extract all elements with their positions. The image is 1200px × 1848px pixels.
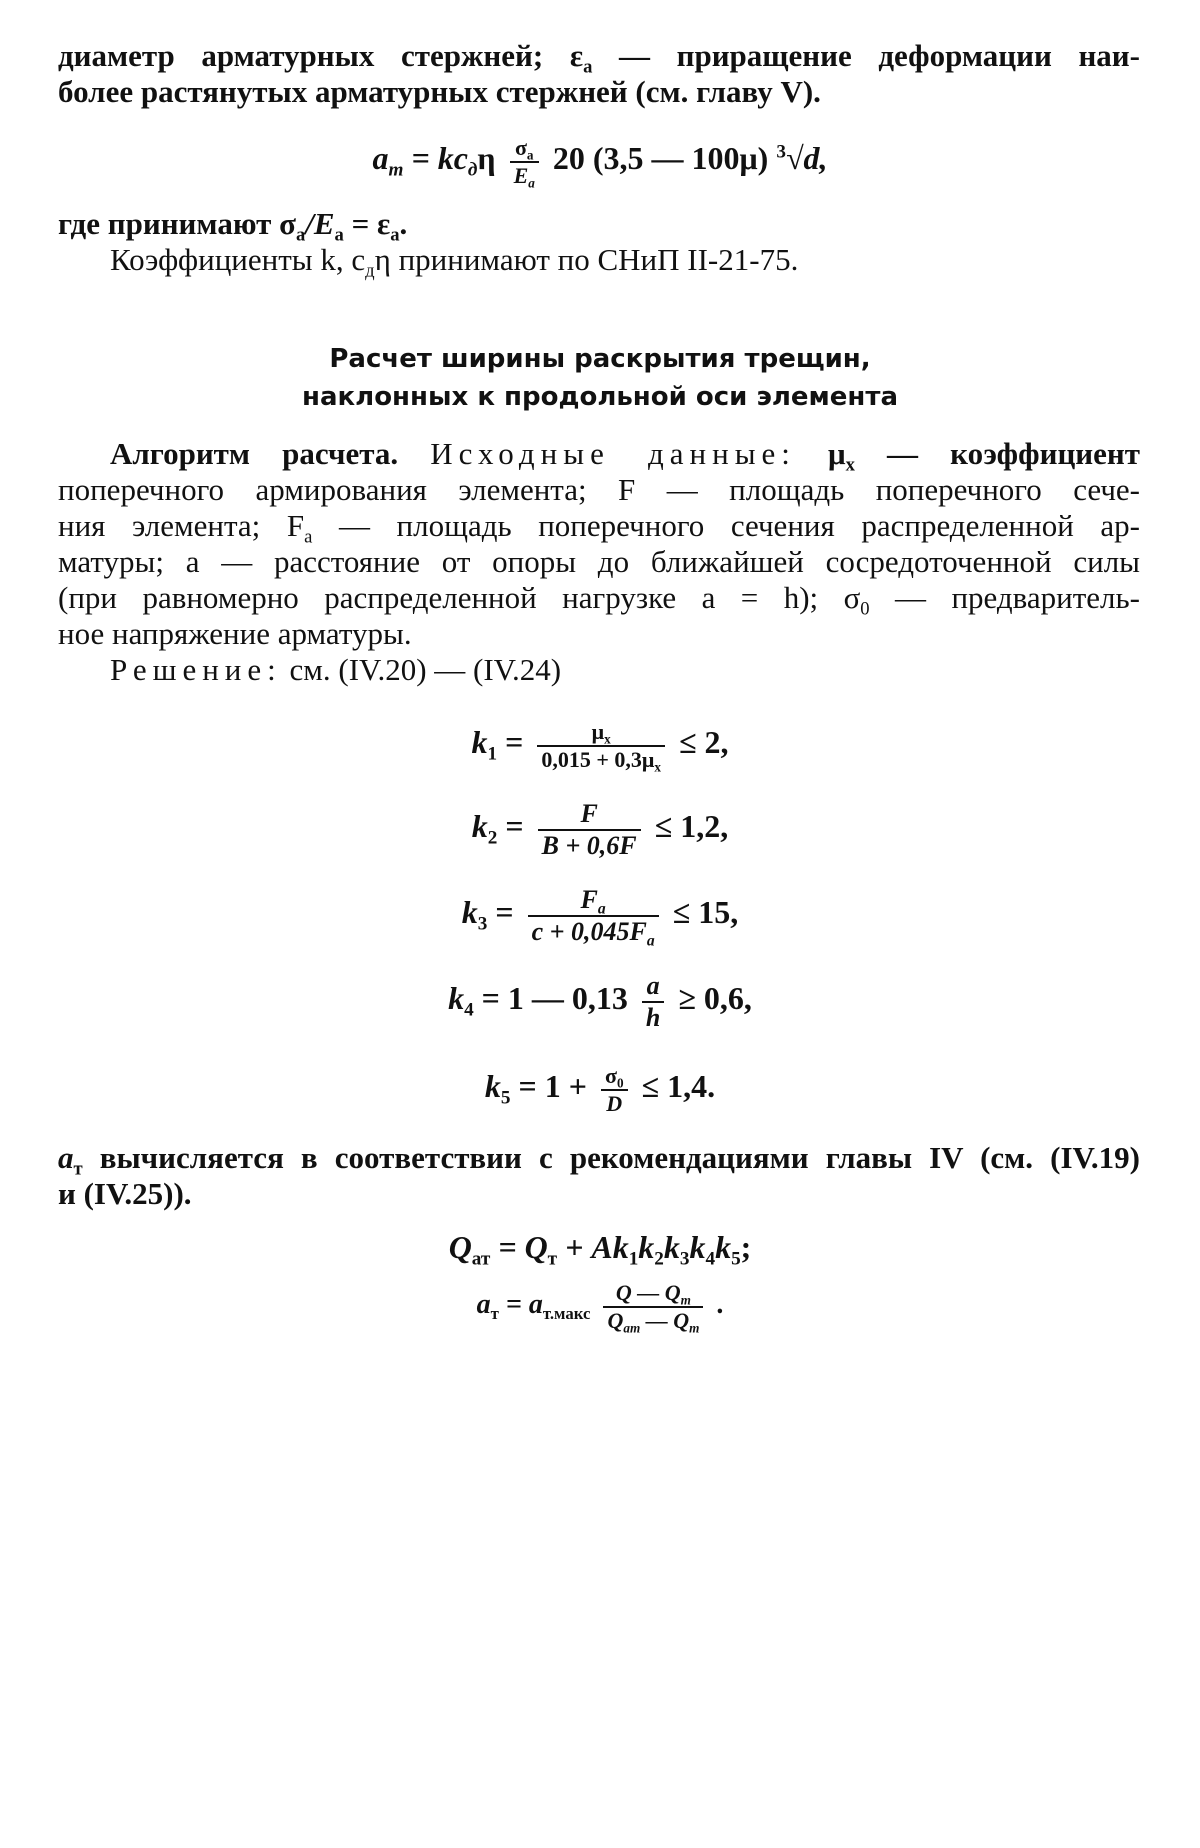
intro-line-1: диаметр арматурных стержней; ε	[58, 38, 584, 73]
algo-line-1-tail: — коэффициент	[854, 436, 1141, 471]
k1-lhs: k	[471, 724, 488, 760]
equation-k5: $k_5 = 1$ + $\frac{\sigma_0}{D}$ ≤ 1,4.	[484, 1062, 716, 1116]
paragraph-algorithm	[58, 436, 1140, 688]
eq-q-sub-5: 5	[731, 1248, 741, 1270]
where-sub-2: а	[334, 224, 344, 246]
eq-a-den-sub: ат	[623, 1320, 641, 1336]
where-text: где принимают σ	[58, 206, 296, 241]
intro-sub: а	[583, 56, 593, 78]
eq-q-mid-sub: т	[547, 1248, 558, 1270]
note-a: a	[58, 1140, 74, 1175]
k2-sub: 2	[487, 827, 498, 849]
eq-q-end: ;	[740, 1229, 752, 1265]
note-line-1: вычисляется в соответствии с рекомендациями главы IV (см. (IV.19)	[82, 1140, 1140, 1175]
eq-q-sub-1: 1	[628, 1248, 639, 1270]
eq-q-sub-2: 2	[654, 1248, 664, 1270]
k2-rhs: ≤ 1,2,	[654, 808, 729, 844]
coef-text: Коэффициенты k, c	[110, 242, 366, 277]
coef-end: η принимают по СНиП II-21-75.	[374, 242, 799, 277]
k5-num: σ	[604, 1062, 617, 1088]
where-end: = ε	[343, 206, 391, 241]
paragraph-note	[58, 1140, 1140, 1212]
algo-line-4: матуры; a — расстояние от опоры до ближайшей сосредоточенной силы	[58, 544, 1140, 579]
paragraph-where	[58, 206, 1140, 282]
eq-a-den2: — Q	[640, 1307, 690, 1333]
intro-line-1-end: — приращение деформации наи-	[592, 38, 1140, 73]
k5-pre: 1 +	[544, 1068, 587, 1104]
k3-den-sub: а	[646, 932, 655, 950]
note-a-sub: т	[73, 1158, 83, 1180]
k3-den: c + 0,045F	[531, 916, 647, 946]
algo-mu: μ	[795, 436, 846, 471]
eq-a-end: .	[709, 1289, 724, 1320]
equation-k1: $k_1$ = $\frac{\mu_х}{0,015 + 0,3\mu_х}$ ≤ 2,	[471, 718, 729, 775]
eq-at-root-index: 3	[776, 141, 786, 163]
k5-lhs: k	[484, 1068, 501, 1104]
solution-text: см. (IV.20) — (IV.24)	[281, 652, 562, 687]
eq-a-eq-sub: т.макс	[542, 1303, 591, 1323]
algo-mu-sub: х	[845, 454, 855, 476]
eq-q-mid: = Q	[490, 1229, 548, 1265]
eq-at-kc: = kc	[403, 140, 468, 176]
k1-num-sub: х	[604, 731, 611, 747]
k2-den: B + 0,6F	[541, 830, 637, 860]
section-heading	[0, 340, 1200, 416]
eq-at-fraction	[510, 135, 539, 189]
equation-q: $Q_{ат} = Q_т + Ak_1k_2k_3k_4k_5$;	[448, 1229, 752, 1270]
k4-sub: 4	[464, 999, 474, 1021]
k3-fraction	[528, 884, 659, 950]
eq-at-den: E	[513, 162, 529, 188]
k2-fraction	[538, 799, 641, 861]
k4-lhs: k	[448, 980, 465, 1016]
algo-line-5b: — предваритель-	[869, 580, 1140, 615]
equation-a	[0, 1272, 1200, 1338]
eq-q-sub-4: 4	[705, 1248, 716, 1270]
eq-at-root: √d,	[785, 140, 828, 176]
k5-den: D	[606, 1090, 623, 1116]
k5-fraction	[601, 1063, 628, 1117]
eq-a-den2-sub: т	[689, 1320, 700, 1336]
k5-num-sub: 0	[616, 1075, 624, 1091]
k1-rhs: ≤ 2,	[678, 724, 729, 760]
k5-rhs: ≤ 1,4.	[641, 1068, 716, 1104]
eq-at-num: σ	[514, 134, 527, 160]
solution-label: Решение:	[110, 652, 282, 687]
algo-line-6: ное напряжение арматуры.	[58, 616, 412, 651]
eq-a-lhs-sub: т	[490, 1303, 499, 1323]
k2-num: F	[580, 798, 598, 828]
k4-pre: 1 — 0,13	[507, 980, 628, 1016]
eq-at-lhs: a	[372, 140, 389, 176]
eq-at-c-sub: д	[467, 159, 478, 181]
equation-k2: $k_2$ = $\frac{F}{B + 0,6F}$ ≤ 1,2,	[471, 798, 729, 860]
eq-q-lhs: Q	[448, 1229, 472, 1265]
where-dot: .	[399, 206, 408, 241]
eq-at-den-sub: а	[528, 175, 535, 191]
eq-q-sub-3: 3	[679, 1248, 690, 1270]
note-line-2: и (IV.25)).	[58, 1176, 192, 1211]
k4-fraction	[642, 971, 664, 1033]
k3-sub: 3	[477, 913, 488, 935]
k4-num: a	[646, 970, 660, 1000]
algo-line-3a: ния элемента; F	[58, 508, 305, 543]
eq-q-rest: + Ak	[557, 1229, 629, 1265]
eq-a-lhs: a	[476, 1289, 491, 1320]
eq-a-num: Q — Q	[615, 1279, 681, 1305]
k4-rhs: ≥ 0,6,	[678, 980, 752, 1016]
heading-line-1: Расчет ширины раскрытия трещин,	[329, 344, 871, 374]
coef-sub: д	[365, 260, 375, 282]
eq-a-num-sub: т	[680, 1292, 691, 1308]
equation-k3: $k_3$ = $\frac{F_а}{c + 0,045F_а}$ ≤ 15,	[461, 884, 739, 950]
algo-initial-data: Исходные данные:	[430, 436, 796, 471]
eq-q-lhs-sub: ат	[471, 1248, 491, 1270]
eq-at-rest: 20 (3,5 — 100μ)	[552, 140, 769, 176]
eq-a-fraction	[603, 1280, 703, 1334]
k1-den-sub: х	[654, 759, 661, 775]
eq-at-lhs-sub: т	[388, 159, 404, 181]
k1-num: μ	[591, 718, 605, 744]
algo-line-5a: (при равномерно распределенной нагрузке a = h); σ	[58, 580, 861, 615]
algo-lead: Алгоритм расчета.	[110, 436, 399, 471]
where-sub-1: а	[295, 224, 306, 246]
eq-a-den: Q	[607, 1307, 624, 1333]
equation-k4: $k_4 = 1$ — 0,13 $\frac{a}{h}$ ≥ 0,6,	[448, 970, 752, 1032]
where-sub-3: а	[390, 224, 400, 246]
k2-lhs: k	[471, 808, 488, 844]
eq-at-eta: η	[477, 140, 496, 176]
k3-num-sub: а	[597, 900, 606, 918]
k1-den: 0,015 + 0,3μ	[541, 746, 655, 772]
k3-rhs: ≤ 15,	[672, 894, 739, 930]
algo-line-3-sub: а	[304, 526, 313, 548]
where-mid: /E	[305, 206, 335, 241]
eq-a-eq: = a	[498, 1289, 543, 1320]
heading-line-2: наклонных к продольной оси элемента	[302, 382, 898, 412]
k3-lhs: k	[461, 894, 478, 930]
algo-line-3b: — площадь поперечного сечения распределенной ар-	[312, 508, 1140, 543]
k3-num: F	[580, 884, 598, 914]
intro-line-2: более растянутых арматурных стержней (см. главу V).	[58, 74, 821, 109]
equation-crack-width	[0, 128, 1200, 189]
k5-sub: 5	[500, 1087, 511, 1109]
algo-line-2: поперечного армирования элемента; F — площадь поперечного сече-	[58, 472, 1140, 507]
eq-at-num-sub: а	[526, 147, 534, 163]
k4-den: h	[645, 1002, 661, 1032]
paragraph-intro	[58, 38, 1140, 110]
algo-line-5-sub: 0	[860, 598, 870, 620]
k1-sub: 1	[487, 743, 498, 765]
k1-fraction	[537, 719, 665, 773]
